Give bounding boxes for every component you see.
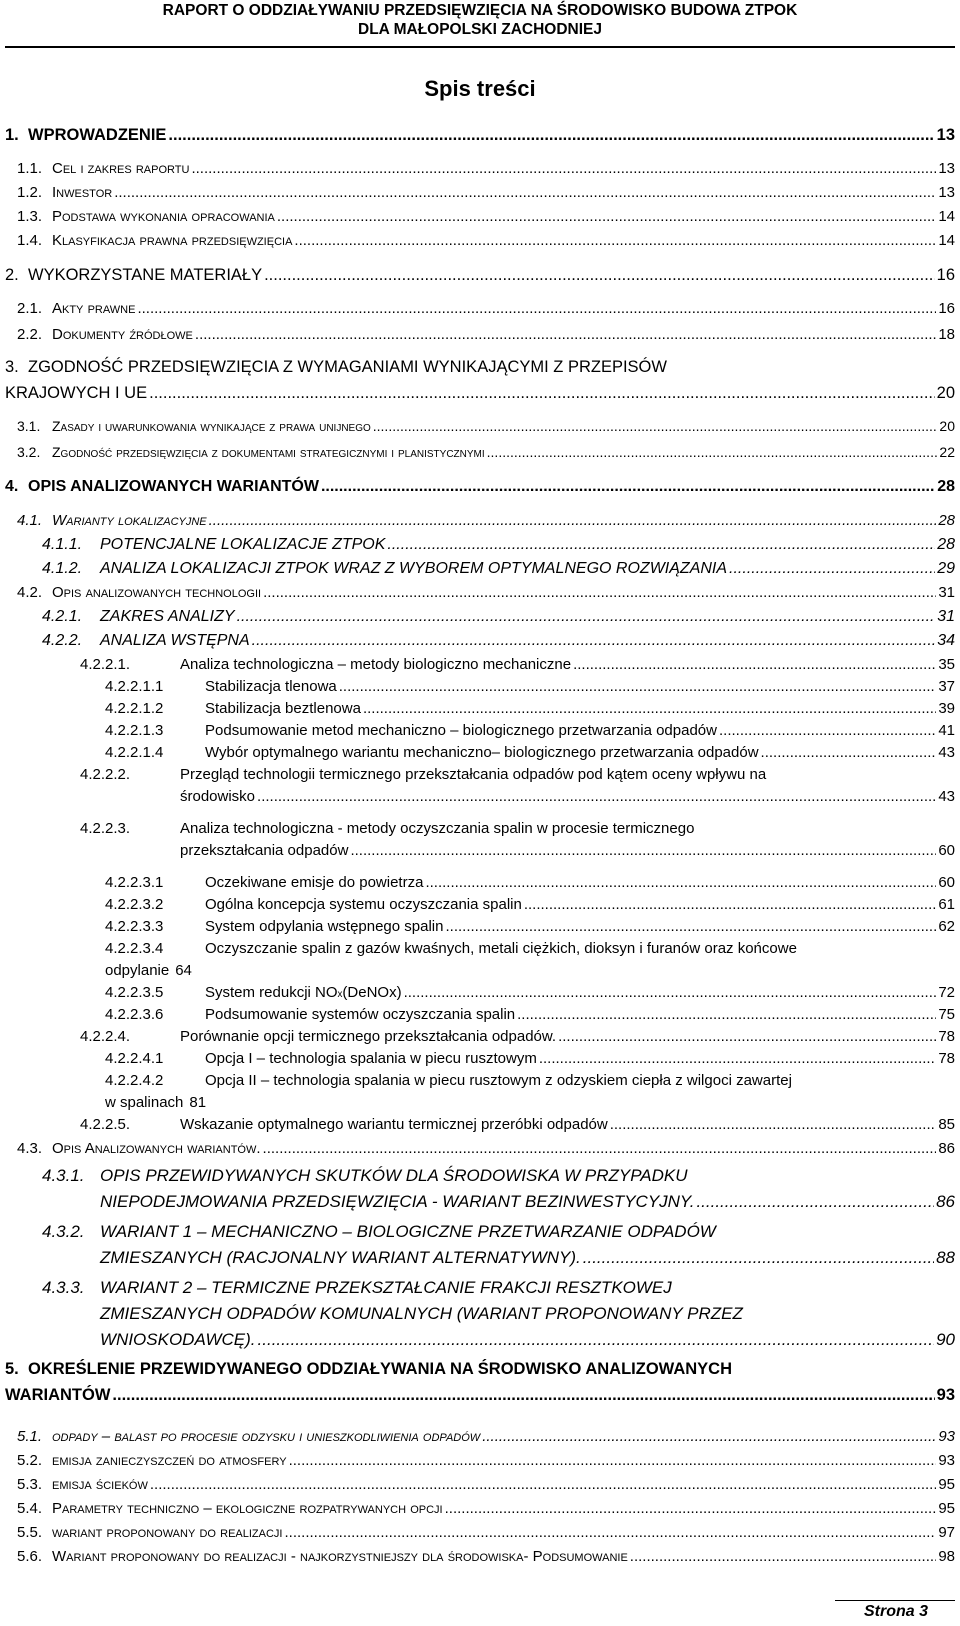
toc-entry-page: 13 (936, 126, 955, 144)
toc-entry-page: 16 (938, 300, 955, 317)
toc-entry-page: 22 (939, 444, 955, 460)
toc-entry-page: 18 (938, 326, 955, 343)
toc-entry-label: ANALIZA WSTĘPNA (100, 632, 250, 649)
toc-entry-page: 98 (938, 1548, 955, 1565)
toc-entry-number: 5.1. (17, 1428, 43, 1445)
toc-entry-number: 4.2.2.1. (80, 656, 131, 673)
toc-entry (52, 1452, 955, 1469)
toc-entry-label: Inwestor (52, 184, 113, 201)
toc-entry-label: w spalinach (105, 1094, 184, 1111)
toc-entry-label-tail: (DeNOx) (342, 984, 402, 1001)
toc-entry (52, 1476, 955, 1493)
toc-leader-dots (445, 1500, 937, 1517)
toc-leader-dots (524, 896, 936, 913)
toc-leader-dots (729, 560, 935, 578)
toc-entry-page: 78 (938, 1050, 955, 1067)
toc-entry-label: Cel i zakres raportu (52, 160, 190, 177)
toc-entry-label: przekształcania odpadów (180, 842, 349, 859)
toc-entry-number: 4.2. (17, 584, 43, 601)
page-header (0, 0, 960, 50)
toc-entry-label: Stabilizacja tlenowa (205, 678, 337, 695)
toc-entry (52, 326, 955, 343)
toc-entry-page: 31 (937, 608, 955, 625)
toc-leader-dots (237, 608, 936, 626)
toc-entry-number: 4.2.2.3.1 (105, 874, 164, 891)
toc-entry-page: 95 (938, 1476, 955, 1493)
toc-entry-label: Opis Analizowanych wariantów. (52, 1140, 261, 1157)
toc-entry (52, 512, 955, 529)
toc-entry (180, 1028, 955, 1045)
toc-entry (205, 918, 955, 935)
toc-entry (205, 722, 955, 739)
toc-entry-label: Przegląd technologii termicznego przekształcania odpadów pod kątem oceny wpływu na (180, 766, 767, 783)
toc-entry-page: 78 (938, 1028, 955, 1045)
toc-entry-number: 4. (5, 478, 19, 495)
toc-entry (205, 896, 955, 913)
toc-entry (52, 1548, 955, 1565)
toc-leader-dots (373, 418, 938, 434)
toc-entry-number: 4.2.2.3.5 (105, 984, 164, 1001)
toc-entry-page: 20 (936, 384, 955, 402)
toc-entry-page: 62 (938, 918, 955, 935)
toc-entry (100, 1248, 955, 1268)
toc-entry-page: 86 (936, 1192, 955, 1211)
toc-leader-dots (150, 1476, 936, 1493)
toc-entry-number: 4.2.2.2. (80, 766, 131, 783)
toc-entry-label: Dokumenty źródłowe (52, 326, 193, 343)
toc-entry-page: 90 (936, 1330, 955, 1349)
toc-entry-number: 4.3.2. (42, 1222, 85, 1241)
toc-entry-number: 5.2. (17, 1452, 43, 1469)
toc-entry-label: Oczyszczanie spalin z gazów kwaśnych, metali ciężkich, dioksyn i furanów oraz końcowe (205, 940, 797, 957)
toc-leader-dots (696, 1192, 934, 1212)
toc-entry-page: 35 (938, 656, 955, 673)
toc-entry-label: Stabilizacja beztlenowa (205, 700, 361, 717)
toc-entry-label: Porównanie opcji termicznego przekształcania odpadów. (180, 1028, 557, 1045)
toc-entry-label: Zgodność przedsięwzięcia z dokumentami strategicznymi i planistycznymi (52, 444, 485, 460)
toc-entry-label: Wskazanie optymalnego wariantu termicznej przeróbki odpadów (180, 1116, 608, 1133)
toc-entry-number: 4.3.1. (42, 1166, 85, 1185)
toc-entry-number: 4.2.2.1.3 (105, 722, 164, 739)
toc-entry (100, 560, 955, 578)
toc-entry-number: 3. (5, 358, 19, 376)
toc-entry-label: Analiza technologiczna - metody oczyszczania spalin w procesie termicznego (180, 820, 695, 837)
toc-entry-page: 60 (938, 874, 955, 891)
toc-entry-label: Oczekiwane emisje do powietrza (205, 874, 424, 891)
toc-entry-label: ZGODNOŚĆ PRZEDSIĘWZIĘCIA Z WYMAGANIAMI WYNIKAJĄCYMI Z PRZEPISÓW (28, 358, 667, 376)
toc-entry-page: 43 (938, 788, 955, 805)
toc-leader-dots (517, 1006, 936, 1023)
toc-entry-label: WARIANT 1 – MECHANICZNO – BIOLOGICZNE PRZETWARZANIE ODPADÓW (100, 1222, 716, 1241)
toc-entry-page: 93 (936, 1386, 955, 1404)
toc-entry-label: WARIANT 2 – TERMICZNE PRZEKSZTAŁCANIE FRAKCJI RESZTKOWEJ (100, 1278, 672, 1297)
toc-entry-page: 61 (938, 896, 955, 913)
toc-entry-page: 88 (936, 1248, 955, 1267)
toc-title: Spis treści (424, 76, 536, 101)
toc-entry-page: 93 (938, 1452, 955, 1469)
toc-leader-dots (137, 300, 936, 317)
toc-leader-dots (284, 1524, 936, 1541)
toc-entry-label: emisja ścieków (52, 1476, 148, 1493)
footer-divider (835, 1600, 955, 1601)
toc-entry-label: Opcja I – technologia spalania w piecu rusztowym (205, 1050, 537, 1067)
toc-entry-number: 5. (5, 1360, 19, 1378)
toc-entry (52, 1500, 955, 1517)
toc-entry-label: wariant proponowany do realizacji (52, 1524, 283, 1541)
toc-entry-label: Wybór optymalnego wariantu mechaniczno– biologicznego przetwarzania odpadów (205, 744, 759, 761)
toc-leader-dots (445, 918, 936, 935)
toc-entry-number: 1. (5, 126, 19, 144)
toc-entry (52, 444, 955, 460)
toc-entry (5, 1386, 955, 1405)
toc-entry-page: 85 (938, 1116, 955, 1133)
toc-leader-dots (252, 632, 936, 650)
toc-entry-label: ZMIESZANYCH ODPADÓW KOMUNALNYCH (WARIANT PROPONOWANY PRZEZ (100, 1304, 743, 1323)
toc-leader-dots (257, 788, 936, 805)
toc-entry (205, 744, 955, 761)
toc-entry (52, 232, 955, 249)
toc-leader-dots (539, 1050, 936, 1067)
toc-entry-number: 2.2. (17, 326, 43, 343)
toc-leader-dots (719, 722, 936, 739)
toc-entry-number: 5.6. (17, 1548, 43, 1565)
toc-entry-label: Podsumowanie metod mechaniczno – biologicznego przetwarzania odpadów (205, 722, 717, 739)
toc-entry-label: Klasyfikacja prawna przedsięwzięcia (52, 232, 293, 249)
toc-entry (5, 384, 955, 403)
toc-entry-number: 5.3. (17, 1476, 43, 1493)
toc-entry-page: 86 (938, 1140, 955, 1157)
toc-leader-dots (558, 1028, 936, 1045)
toc-leader-dots (149, 384, 935, 403)
toc-entry-number: 4.2.2.4.1 (105, 1050, 164, 1067)
toc-entry-label: ZMIESZANYCH (RACJONALNY WARIANT ALTERNATYWNY). (100, 1248, 581, 1267)
toc-entry (100, 632, 955, 650)
toc-entry-page: 81 (189, 1094, 207, 1111)
toc-entry (205, 700, 955, 717)
toc-leader-dots (761, 744, 937, 761)
toc-leader-dots (191, 160, 936, 177)
toc-entry-subscript: x (337, 989, 343, 1000)
toc-entry (180, 656, 955, 673)
toc-entry-page: 28 (938, 512, 955, 529)
toc-entry (28, 478, 955, 496)
toc-entry-label: ANALIZA LOKALIZACJI ZTPOK WRAZ Z WYBOREM OPTYMALNEGO ROZWIĄZANIA (100, 560, 728, 577)
toc-entry-number: 4.3. (17, 1140, 43, 1157)
toc-entry-label: Opis analizowanych technologii (52, 584, 262, 601)
toc-entry-number: 3.1. (17, 418, 41, 434)
toc-entry-number: 4.2.2.3. (80, 820, 131, 837)
toc-entry (100, 608, 955, 626)
toc-leader-dots (387, 536, 935, 554)
toc-entry-label: Warianty lokalizacyjne (52, 512, 207, 529)
toc-entry-number: 4.2.2. (42, 632, 83, 649)
toc-entry (205, 874, 955, 891)
toc-leader-dots (482, 1428, 936, 1445)
toc-entry (180, 1116, 955, 1133)
toc-entry (205, 984, 955, 1001)
toc-entry-number: 4.2.2.3.4 (105, 940, 164, 957)
toc-leader-dots (112, 1386, 934, 1405)
toc-entry-label: emisja zanieczyszczeń do atmosfery (52, 1452, 287, 1469)
toc-entry-page: 28 (937, 536, 955, 553)
toc-entry-number: 4.2.2.1.1 (105, 678, 164, 695)
toc-leader-dots (573, 656, 936, 673)
toc-entry-page: 20 (939, 418, 955, 434)
toc-entry (100, 1330, 955, 1350)
toc-entry-label: WYKORZYSTANE MATERIAŁY (28, 266, 263, 284)
toc-leader-dots (114, 184, 936, 201)
toc-leader-dots (583, 1248, 934, 1268)
toc-entry (52, 208, 955, 225)
toc-entry-number: 4.1.1. (42, 536, 83, 553)
toc-entry-label: POTENCJALNE LOKALIZACJE ZTPOK (100, 536, 386, 553)
toc-entry-number: 5.5. (17, 1524, 43, 1541)
toc-entry (52, 1524, 955, 1541)
toc-entry-page: 34 (937, 632, 955, 649)
toc-entry-page: 75 (938, 1006, 955, 1023)
toc-entry (52, 418, 955, 434)
toc-entry-page: 13 (938, 160, 955, 177)
toc-entry (180, 842, 955, 859)
toc-entry-number: 3.2. (17, 444, 41, 460)
toc-entry-page: 60 (938, 842, 955, 859)
toc-leader-dots (263, 1140, 937, 1157)
toc-entry (205, 678, 955, 695)
toc-entry (105, 1094, 955, 1111)
toc-entry-number: 1.2. (17, 184, 43, 201)
toc-entry-number: 4.2.2.4. (80, 1028, 131, 1045)
toc-entry-number: 4.2.2.4.2 (105, 1072, 164, 1089)
toc-entry-page: 72 (938, 984, 955, 1001)
toc-entry-page: 29 (937, 560, 955, 577)
toc-leader-dots (610, 1116, 937, 1133)
toc-entry-label: System redukcji NO (205, 984, 338, 1001)
toc-leader-dots (404, 984, 937, 1001)
toc-leader-dots (289, 1452, 937, 1469)
toc-entry-label: Zasady i uwarunkowania wynikające z prawa unijnego (52, 418, 371, 434)
toc-entry-number: 1.1. (17, 160, 43, 177)
toc-entry-page: 41 (938, 722, 955, 739)
toc-entry (52, 584, 955, 601)
toc-entry-page: 16 (936, 266, 955, 284)
toc-leader-dots (487, 444, 938, 460)
toc-entry (180, 788, 955, 805)
toc-entry (28, 126, 955, 145)
toc-entry-page: 39 (938, 700, 955, 717)
toc-entry (100, 1192, 955, 1212)
toc-entry-number: 4.3.3. (42, 1278, 85, 1297)
toc-entry-page: 93 (938, 1428, 955, 1445)
toc-leader-dots (195, 326, 936, 343)
toc-entry-label: odpylanie (105, 962, 170, 979)
toc-entry-page: 28 (937, 478, 955, 495)
toc-entry (100, 536, 955, 554)
toc-leader-dots (425, 874, 936, 891)
toc-entry-page: 97 (938, 1524, 955, 1541)
toc-entry-number: 4.2.2.1.4 (105, 744, 164, 761)
header-divider (5, 46, 955, 48)
toc-entry-page: 64 (175, 962, 192, 979)
toc-entry-label: KRAJOWYCH I UE (5, 384, 148, 402)
toc-entry-label: Ogólna koncepcja systemu oczyszczania spalin (205, 896, 522, 913)
toc-entry-number: 4.1. (17, 512, 43, 529)
toc-leader-dots (209, 512, 937, 529)
toc-entry-label: Podsumowanie systemów oczyszczania spalin (205, 1006, 516, 1023)
toc-entry-label: środowisko (180, 788, 256, 805)
toc-entry-label: Parametry techniczno – ekologiczne rozpatrywanych opcji (52, 1500, 443, 1517)
toc-entry-label: Akty prawne (52, 300, 136, 317)
toc-entry-number: 2. (5, 266, 19, 284)
toc-entry-label: System odpylania wstępnego spalin (205, 918, 444, 935)
toc-leader-dots (294, 232, 936, 249)
toc-entry (52, 1140, 955, 1157)
toc-entry-number: 2.1. (17, 300, 43, 317)
toc-entry-page: 31 (938, 584, 955, 601)
toc-entry-label: ZAKRES ANALIZY (100, 608, 235, 625)
toc-entry-page: 14 (938, 208, 955, 225)
toc-entry-page: 95 (938, 1500, 955, 1517)
header-line-1: RAPORT O ODDZIAŁYWANIU PRZEDSIĘWZIĘCIA NA ŚRODOWISKO BUDOWA ZTPOK (162, 2, 798, 19)
header-line-2: DLA MAŁOPOLSKI ZACHODNIEJ (358, 21, 602, 38)
toc-leader-dots (277, 208, 936, 225)
toc-entry (52, 300, 955, 317)
toc-entry-number: 4.2.2.3.2 (105, 896, 164, 913)
toc-entry-page: 37 (938, 678, 955, 695)
toc-entry-label: Wariant proponowany do realizacji - najkorzystniejszy dla środowiska- Podsumowanie (52, 1548, 628, 1565)
toc-entry-page: 14 (938, 232, 955, 249)
toc-entry-label: NIEPODEJMOWANIA PRZEDSIĘWZIĘCIA - WARIANT BEZINWESTYCYJNY. (100, 1192, 695, 1211)
toc-entry (52, 184, 955, 201)
toc-entry-label: Podstawa wykonania opracowania (52, 208, 275, 225)
toc-entry-label: odpady – balast po procesie odzysku i unieszkodliwienia odpadów (52, 1428, 481, 1445)
toc-entry-number: 1.4. (17, 232, 43, 249)
page-number: Strona 3 (863, 1603, 928, 1620)
toc-entry-label: OPIS PRZEWIDYWANYCH SKUTKÓW DLA ŚRODOWISKA W PRZYPADKU (100, 1166, 688, 1185)
toc-entry-number: 4.2.2.5. (80, 1116, 131, 1133)
toc-entry-label: Opcja II – technologia spalania w piecu rusztowym z odzyskiem ciepła z wilgoci zawartej (205, 1072, 792, 1089)
toc-entry-label: WARIANTÓW (5, 1386, 111, 1404)
toc-entry (205, 1006, 955, 1023)
toc-entry (205, 1050, 955, 1067)
toc-entry-label: WNIOSKODAWCĘ). (100, 1330, 256, 1349)
toc-entry-number: 4.1.2. (42, 560, 83, 577)
toc-leader-dots (321, 478, 935, 496)
toc-entry-number: 5.4. (17, 1500, 43, 1517)
toc-leader-dots (350, 842, 936, 859)
toc-entry-label: OKREŚLENIE PRZEWIDYWANEGO ODDZIAŁYWANIA NA ŚRODWISKO ANALIZOWANYCH (28, 1360, 732, 1378)
toc-entry-number: 4.2.2.3.6 (105, 1006, 164, 1023)
toc-entry-number: 4.2.1. (42, 608, 83, 625)
toc-leader-dots (258, 1330, 935, 1350)
toc-entry (105, 962, 955, 979)
toc-entry-page: 43 (938, 744, 955, 761)
toc-leader-dots (630, 1548, 937, 1565)
toc-entry-page: 13 (938, 184, 955, 201)
toc-entry-number: 1.3. (17, 208, 43, 225)
toc-entry-label: Analiza technologiczna – metody biologiczno mechaniczne (180, 656, 572, 673)
toc-entry-number: 4.2.2.1.2 (105, 700, 164, 717)
toc-leader-dots (339, 678, 937, 695)
toc-entry-number: 4.2.2.3.3 (105, 918, 164, 935)
toc-leader-dots (263, 584, 936, 601)
toc-leader-dots (168, 126, 934, 145)
toc-entry (52, 160, 955, 177)
toc-entry-label: WPROWADZENIE (28, 126, 167, 144)
toc-entry (52, 1428, 955, 1445)
toc-leader-dots (363, 700, 936, 717)
toc-entry (28, 266, 955, 285)
toc-entry-label: OPIS ANALIZOWANYCH WARIANTÓW (28, 478, 319, 495)
toc-leader-dots (264, 266, 935, 285)
